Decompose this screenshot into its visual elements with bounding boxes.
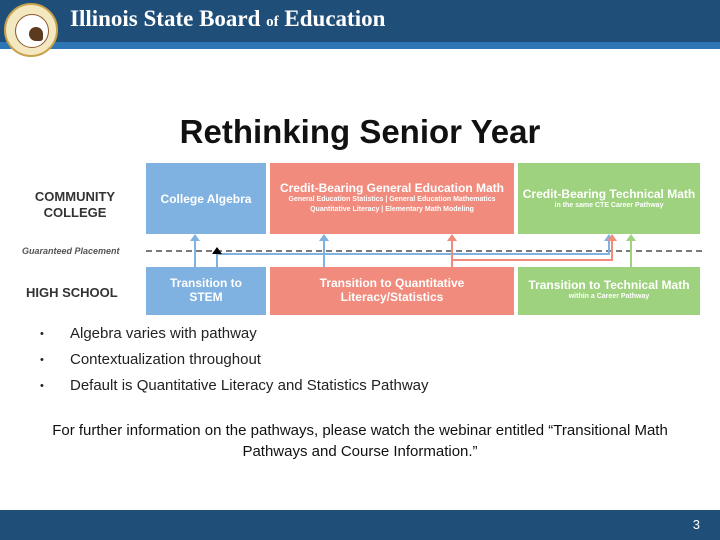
arrow-up-icon <box>608 240 610 255</box>
row-label-guaranteed-placement: Guaranteed Placement <box>22 246 120 256</box>
row-label-cc-line1: COMMUNITY <box>34 189 116 204</box>
box-credit-gen-ed-sub2: Quantitative Literacy | Elementary Math Modeling <box>310 206 474 213</box>
bullet-text: Algebra varies with pathway <box>70 325 257 342</box>
box-transition-quant <box>270 267 514 315</box>
bullet-item <box>40 325 429 351</box>
box-credit-tech-title: Credit-Bearing Technical Math <box>522 187 696 201</box>
box-credit-gen-ed-title: Credit-Bearing General Education Math <box>279 181 505 195</box>
box-transition-tech-sub1: within a Career Pathway <box>568 293 650 300</box>
arrow-up-icon <box>611 240 613 261</box>
arrow-up-icon <box>630 240 632 267</box>
box-transition-quant-line2: Literacy/Statistics <box>340 290 444 304</box>
bullet-dot-icon: • <box>40 354 44 366</box>
slide-title: Rethinking Senior Year <box>179 113 541 150</box>
connector-line <box>216 253 608 255</box>
org-name-of: of <box>266 14 279 30</box>
arrow-up-icon <box>194 240 196 267</box>
pathway-diagram <box>20 163 702 315</box>
row-label-cc-line2: COLLEGE <box>43 205 107 220</box>
org-name-part2: Education <box>284 6 386 31</box>
bullet-dot-icon: • <box>40 380 44 392</box>
box-transition-stem-line2: STEM <box>189 290 223 304</box>
state-seal-icon <box>4 3 58 57</box>
box-transition-tech-line1: Transition to Technical Math <box>528 278 690 292</box>
box-credit-tech-math <box>518 163 700 234</box>
guaranteed-placement-line <box>146 250 702 252</box>
bullet-text: Contextualization throughout <box>70 351 261 368</box>
header-stripe <box>0 42 720 49</box>
bullet-dot-icon: • <box>40 328 44 340</box>
box-transition-stem <box>146 267 266 315</box>
page-number: 3 <box>692 517 700 532</box>
bullet-item <box>40 351 429 377</box>
box-transition-tech <box>518 267 700 315</box>
seal-inner <box>15 14 49 48</box>
box-college-algebra-title: College Algebra <box>160 192 252 206</box>
eagle-icon <box>29 27 43 41</box>
box-college-algebra <box>146 163 266 234</box>
row-label-community-college <box>20 189 130 221</box>
connector-line <box>451 259 611 261</box>
box-transition-quant-line1: Transition to Quantitative <box>319 276 465 290</box>
box-transition-stem-line1: Transition to <box>170 276 242 290</box>
arrow-up-icon <box>451 240 453 267</box>
box-credit-tech-sub1: in the same CTE Career Pathway <box>554 202 664 209</box>
bullet-item <box>40 377 429 403</box>
box-credit-gen-ed-math <box>270 163 514 234</box>
box-credit-gen-ed-sub1: General Education Statistics | General Education Mathematics <box>288 196 496 203</box>
row-label-high-school: HIGH SCHOOL <box>26 285 118 300</box>
org-name <box>70 6 385 32</box>
footer-bar <box>0 510 720 540</box>
connector-stem <box>216 253 218 267</box>
org-name-part1: Illinois State Board <box>70 6 261 31</box>
bullet-text: Default is Quantitative Literacy and Statistics Pathway <box>70 377 429 394</box>
bullet-list <box>40 325 429 403</box>
further-info-note: For further information on the pathways, please watch the webinar entitled “Transitional Math Pathways and Course Information.” <box>52 422 668 460</box>
